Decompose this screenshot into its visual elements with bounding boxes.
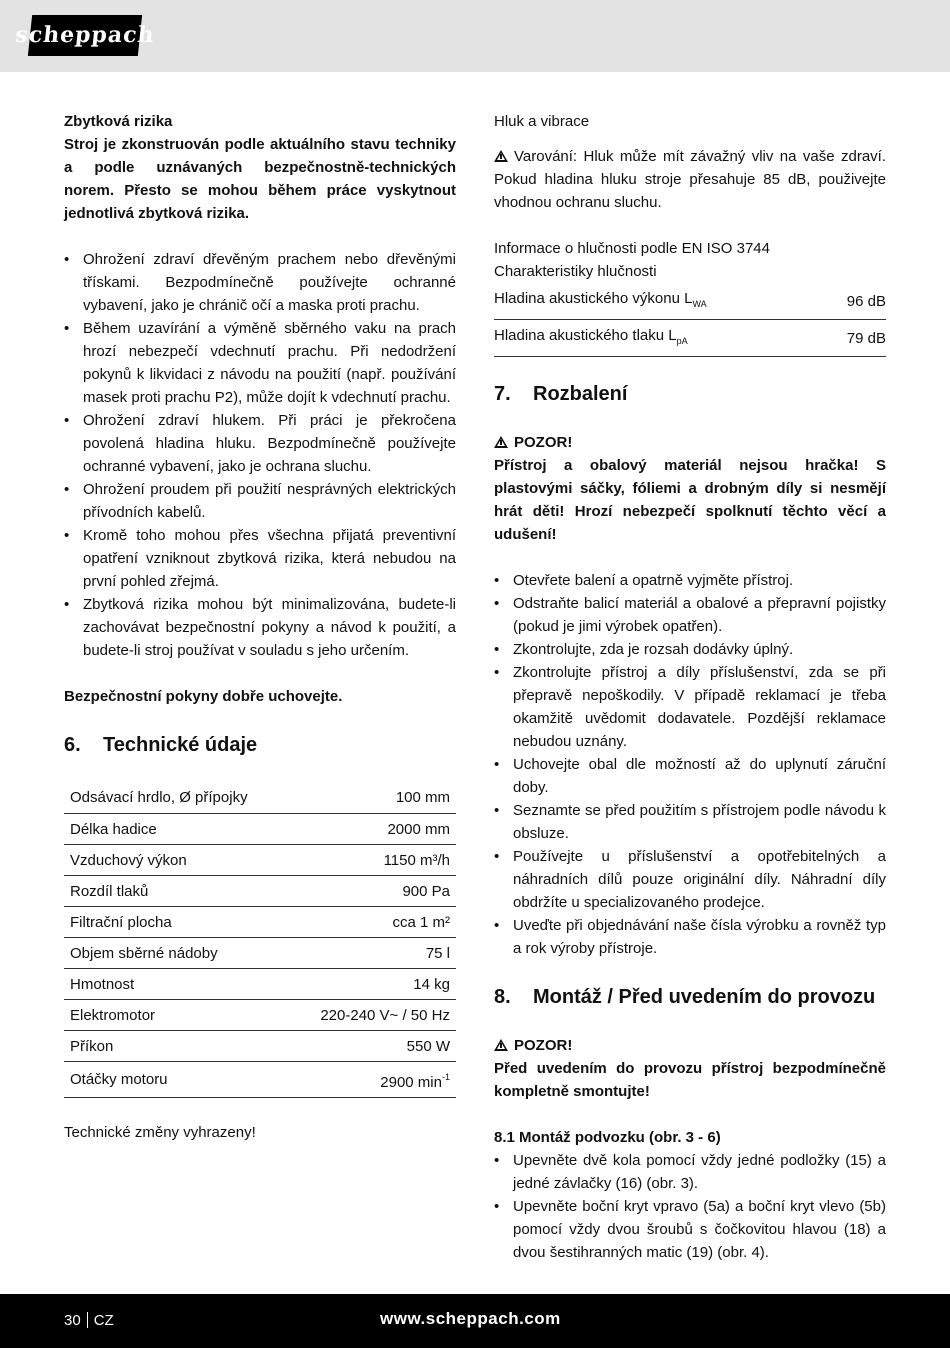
noise-title: Hluk a vibrace <box>494 113 590 130</box>
header-bar <box>0 0 950 72</box>
divider <box>87 1312 88 1328</box>
website-url: www.scheppach.com <box>380 1309 561 1328</box>
noise-label-subscript: WA <box>692 299 707 309</box>
section-number: 8. <box>494 986 511 1008</box>
spec-value: 550 W <box>288 1030 456 1061</box>
table-row <box>64 875 456 906</box>
table-row <box>64 999 456 1030</box>
spec-label: Objem sběrné nádoby <box>64 937 288 968</box>
spec-value: 75 l <box>288 937 456 968</box>
unpacking-list <box>494 569 886 960</box>
chassis-assembly-list <box>494 1149 886 1264</box>
list-item: • Ohrožení proudem při použití nesprávných elektrických přívodních kabelů. <box>64 478 456 524</box>
caution-label-text: POZOR! <box>514 1037 573 1054</box>
list-item: • Seznamte se před použitím s přístrojem podle návodu k obsluze. <box>494 799 886 845</box>
table-row <box>64 782 456 813</box>
spec-label: Odsávací hrdlo, Ø přípojky <box>64 782 288 813</box>
section-number: 6. <box>64 734 81 756</box>
spec-label: Délka hadice <box>64 813 288 844</box>
list-item: • Ohrožení zdraví dřevěným prachem nebo dřevěnými třískami. Bezpodmínečně používejte ochranné vybavení, jako je chránič očí a maska proti prachu. <box>64 248 456 317</box>
spec-label: Otáčky motoru <box>64 1061 288 1097</box>
caution-label <box>494 1034 886 1057</box>
noise-info: Informace o hlučnosti podle EN ISO 3744 <box>494 240 770 257</box>
spec-value: 100 mm <box>288 782 456 813</box>
table-row <box>64 1030 456 1061</box>
warning-triangle-icon <box>494 150 508 162</box>
caution-label <box>494 431 886 454</box>
spec-label: Rozdíl tlaků <box>64 875 288 906</box>
section-title: Technické údaje <box>103 734 258 756</box>
spec-label: Elektromotor <box>64 999 288 1030</box>
spec-label: Filtrační plocha <box>64 906 288 937</box>
noise-label-text: Hladina akustického výkonu L <box>494 290 693 307</box>
keep-instructions-note: Bezpečnostní pokyny dobře uchovejte. <box>64 688 343 705</box>
warning-triangle-icon <box>494 436 508 448</box>
spec-label: Hmotnost <box>64 968 288 999</box>
page-number-value: 30 <box>64 1312 81 1329</box>
right-column <box>494 110 886 1264</box>
list-item: • Ohrožení zdraví hlukem. Při práci je překročena povolená hladina hluku. Bezpodmínečně používejte ochranné vybavení, jako je ochrana sluchu. <box>64 409 456 478</box>
noise-label-subscript: pA <box>676 336 688 346</box>
subsection-title: 8.1 Montáž podvozku (obr. 3 - 6) <box>494 1129 721 1146</box>
list-item: • Upevněte dvě kola pomocí vždy jedné podložky (15) a jedné závlačky (16) (obr. 3). <box>494 1149 886 1195</box>
table-row <box>64 906 456 937</box>
spec-value: 220-240 V~ / 50 Hz <box>288 999 456 1030</box>
section-heading-assembly <box>494 983 886 1011</box>
spec-value <box>288 1061 456 1097</box>
spec-value-superscript: -1 <box>441 1071 450 1082</box>
list-item: • Zbytková rizika mohou být minimalizována, budete-li zachovávat bezpečnostní pokyny a návod k použití, a budete-li stroj používat v souladu s jeho určením. <box>64 593 456 662</box>
noise-label <box>494 283 825 320</box>
page-number <box>64 1309 114 1332</box>
section-number: 7. <box>494 383 511 405</box>
list-item: • Během uzavírání a výměně sběrného vaku na prach hrozí nebezpečí vdechnutí prachu. Při nedodržení pokynů k likvidaci z návodu na použití (např. používání masek proti prachu P2), může dojít k vdechnutí prachu. <box>64 317 456 409</box>
residual-risks-title: Zbytková rizika <box>64 113 173 130</box>
noise-label <box>494 320 825 357</box>
noise-characteristics: Charakteristiky hlučnosti <box>494 263 657 280</box>
spec-value-text: 2900 min <box>380 1073 442 1091</box>
section-heading-technical-data <box>64 731 456 759</box>
residual-risks-list <box>64 248 456 662</box>
list-item: • Uveďte při objednávání naše čísla výrobku a rovněž typ a rok výroby přístroje. <box>494 914 886 960</box>
list-item: • Zkontrolujte, zda je rozsah dodávky úplný. <box>494 638 886 661</box>
warning-triangle-icon <box>494 1039 508 1051</box>
list-item: • Uchovejte obal dle možností až do uplynutí záruční doby. <box>494 753 886 799</box>
list-item: • Kromě toho mohou přes všechna přijatá preventivní opatření vzniknout zbytková rizika, která nebudou na první pohled zřejmá. <box>64 524 456 593</box>
noise-label-text: Hladina akustického tlaku L <box>494 327 677 344</box>
left-column <box>64 110 456 1144</box>
spec-value: 14 kg <box>288 968 456 999</box>
table-row <box>494 320 886 357</box>
section-title: Montáž / Před uvedením do provozu <box>533 986 876 1008</box>
spec-value: cca 1 m² <box>288 906 456 937</box>
footer-bar <box>0 1294 950 1348</box>
table-row <box>64 813 456 844</box>
list-item: • Používejte u příslušenství a opotřebitelných a náhradních dílů pouze originální díly. Náhradní díly obdržíte u specializovaného prodejce. <box>494 845 886 914</box>
list-item: • Upevněte boční kryt vpravo (5a) a boční kryt vlevo (5b) pomocí vždy dvou šroubů s čočkovitou hlavou (18) a dvou šestihranných matic (19) (obr. 4). <box>494 1195 886 1264</box>
assembly-caution: Před uvedením do provozu přístroj bezpodmínečně kompletně smontujte! <box>494 1060 886 1100</box>
list-item: • Otevřete balení a opatrně vyjměte přístroj. <box>494 569 886 592</box>
spec-value: 900 Pa <box>288 875 456 906</box>
noise-value: 96 dB <box>825 283 886 320</box>
noise-warning <box>494 145 886 214</box>
section-title: Rozbalení <box>533 383 628 405</box>
noise-table <box>494 283 886 357</box>
language-code: CZ <box>93 1312 114 1329</box>
table-row <box>64 968 456 999</box>
table-row <box>64 844 456 875</box>
spec-label: Vzduchový výkon <box>64 844 288 875</box>
technical-data-table <box>64 782 456 1098</box>
noise-warning-text: Varování: Hluk může mít závažný vliv na vaše zdraví. Pokud hladina hluku stroje přesahuje 85 dB, použivejte vhodnou ochranu sluchu. <box>494 148 886 211</box>
spec-value: 2000 mm <box>288 813 456 844</box>
spec-value: 1150 m³/h <box>288 844 456 875</box>
section-heading-unpacking <box>494 380 886 408</box>
residual-risks-intro: Stroj je zkonstruován podle aktuálního stavu techniky a podle uznávaných bezpečnostně-technických norem. Přesto se mohou během práce vyskytnout jednotlivá zbytková rizika. <box>64 136 456 222</box>
technical-changes-note: Technické změny vyhrazeny! <box>64 1123 256 1141</box>
list-item: • Zkontrolujte přístroj a díly příslušenství, zda se při přepravě nepoškodily. V případě reklamací je třeba okamžitě uvědomit dodavatele. Pozdější reklamace nebudou uznány. <box>494 661 886 753</box>
table-row <box>494 283 886 320</box>
spec-label: Příkon <box>64 1030 288 1061</box>
noise-value: 79 dB <box>825 320 886 357</box>
list-item: • Odstraňte balicí materiál a obalové a přepravní pojistky (pokud je jimi výrobek opatřen). <box>494 592 886 638</box>
caution-label-text: POZOR! <box>514 434 573 451</box>
unpacking-caution: Přístroj a obalový materiál nejsou hračka! S plastovými sáčky, fóliemi a drobným díly si nesmějí hrát děti! Hrozí nebezpečí spolknutí těchto věcí a udušení! <box>494 457 886 543</box>
scheppach-logo: scheppach <box>28 15 142 56</box>
table-row <box>64 937 456 968</box>
table-row <box>64 1061 456 1097</box>
